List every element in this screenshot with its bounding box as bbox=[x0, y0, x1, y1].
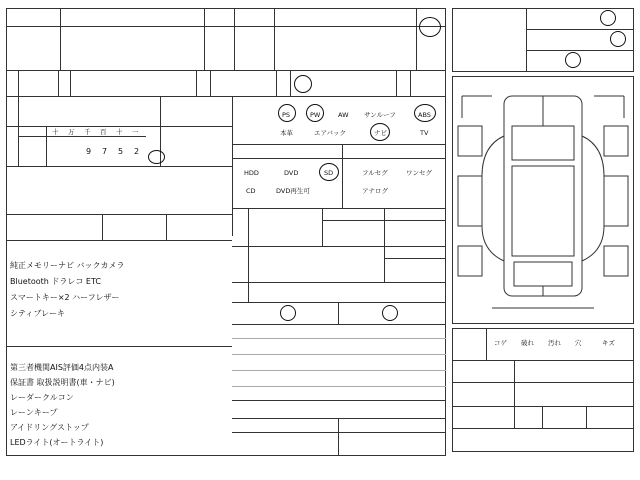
tv-option: フルセグ bbox=[362, 169, 388, 177]
seat-damage-option: コゲ bbox=[494, 339, 507, 347]
equip-navi-circle bbox=[370, 123, 390, 141]
repair-none-circle bbox=[600, 10, 616, 26]
navi-option: DVD再生可 bbox=[276, 187, 310, 195]
owner-circle bbox=[280, 305, 296, 321]
seat-damage-option: キズ bbox=[602, 339, 615, 347]
sales-point-item: Bluetooth ドラレコ ETC bbox=[10, 277, 101, 286]
mileage-digit: 5 bbox=[118, 147, 124, 156]
seat-damage-option: 破れ bbox=[521, 339, 534, 347]
equip-option: ABS bbox=[418, 111, 431, 119]
navi-sd-circle bbox=[319, 163, 339, 181]
equip-pw-circle bbox=[306, 104, 324, 122]
digit-head: 百 bbox=[100, 128, 107, 136]
mileage-digit: 7 bbox=[102, 147, 108, 156]
seat-damage-option: 汚れ bbox=[548, 339, 561, 347]
digit-head: 千 bbox=[84, 128, 91, 136]
tv-option: アナログ bbox=[362, 187, 388, 195]
equip-option: AW bbox=[338, 111, 349, 119]
inspection-note-item: 保証書 取扱説明書(車・ナビ) bbox=[10, 378, 115, 387]
digit-head: 十 bbox=[52, 128, 59, 136]
equip-option: PW bbox=[310, 111, 321, 119]
digit-head: 一 bbox=[132, 128, 139, 136]
equip-ps-circle bbox=[278, 104, 296, 122]
equip-abs-circle bbox=[414, 104, 436, 122]
sales-point-item: 純正メモリーナビ バックカメラ bbox=[10, 261, 125, 270]
manual-circle bbox=[382, 305, 398, 321]
car-outline-diagram bbox=[452, 76, 634, 324]
equip-option: ナビ bbox=[374, 129, 387, 137]
inspection-note-item: アイドリングストップ bbox=[10, 423, 89, 432]
navi-option: HDD bbox=[244, 169, 259, 177]
navi-option: CD bbox=[246, 187, 256, 195]
inspection-note-item: レーダークルコン bbox=[10, 393, 74, 402]
digit-head: 十 bbox=[116, 128, 123, 136]
ext-c-circle bbox=[610, 31, 626, 47]
mileage-digit: 2 bbox=[134, 147, 140, 156]
inspection-note-item: LEDライト(オートライト) bbox=[10, 438, 104, 447]
tv-option: ワンセグ bbox=[406, 169, 432, 177]
digit-head: 万 bbox=[68, 128, 75, 136]
equip-option: TV bbox=[420, 129, 429, 137]
drive-2wd-circle bbox=[419, 17, 441, 37]
mileage-digit: 9 bbox=[86, 147, 92, 156]
inspection-note-item: 第三者機関AIS評価4点内装A bbox=[10, 363, 114, 372]
equip-option: サンルーフ bbox=[364, 111, 396, 119]
sales-point-item: シティブレーキ bbox=[10, 309, 66, 318]
fuel-g-circle bbox=[294, 75, 312, 93]
sales-point-item: スマートキー×2 ハーフレザー bbox=[10, 293, 120, 302]
navi-option: SD bbox=[324, 169, 334, 177]
main-sheet bbox=[6, 8, 446, 456]
equip-option: エアバック bbox=[314, 129, 346, 137]
int-a-circle bbox=[565, 52, 581, 68]
navi-option: DVD bbox=[284, 169, 299, 177]
inspection-note-item: レーンキープ bbox=[10, 408, 58, 417]
equip-option: 本革 bbox=[280, 129, 293, 137]
km-circle bbox=[148, 150, 165, 164]
equip-option: PS bbox=[282, 111, 291, 119]
seat-damage-option: 穴 bbox=[575, 339, 582, 347]
